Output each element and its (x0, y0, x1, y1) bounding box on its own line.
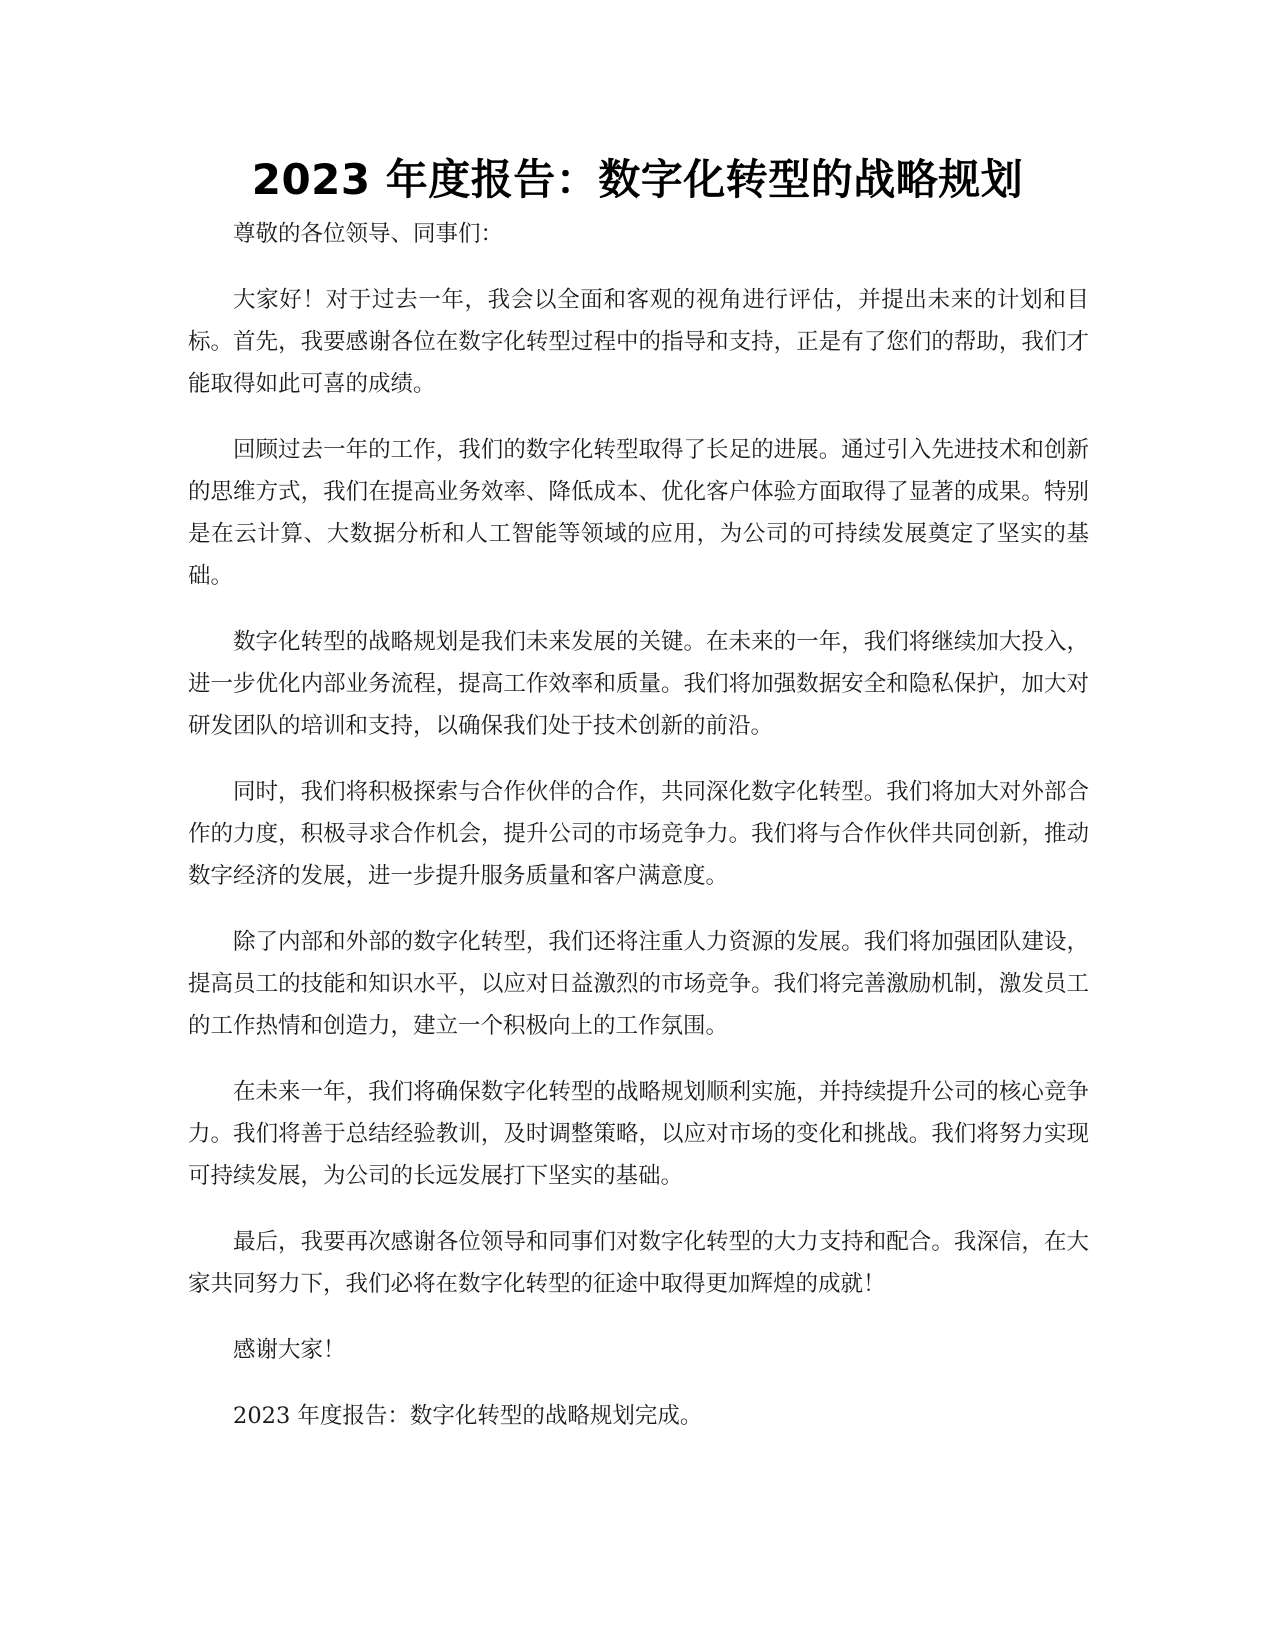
review-paragraph: 回顾过去一年的工作，我们的数字化转型取得了长足的进展。通过引入先进技术和创新的思维方式，我们在提高业务效率、降低成本、优化客户体验方面取得了显著的成果。特别是在云计算、大数据分析和人工智能等领域的应用，为公司的可持续发展奠定了坚实的基础。 (188, 437, 1089, 589)
outlook-paragraph: 在未来一年，我们将确保数字化转型的战略规划顺利实施，并持续提升公司的核心竞争力。我们将善于总结经验教训，及时调整策略，以应对市场的变化和挑战。我们将努力实现可持续发展，为公司的长远发展打下坚实的基础。 (188, 1079, 1089, 1189)
document-body (188, 213, 1089, 1461)
hr-paragraph: 除了内部和外部的数字化转型，我们还将注重人力资源的发展。我们将加强团队建设，提高员工的技能和知识水平，以应对日益激烈的市场竞争。我们将完善激励机制，激发员工的工作热情和创造力，建立一个积极向上的工作氛围。 (188, 929, 1089, 1039)
closing-paragraph: 最后，我要再次感谢各位领导和同事们对数字化转型的大力支持和配合。我深信，在大家共同努力下，我们必将在数字化转型的征途中取得更加辉煌的成就！ (188, 1229, 1089, 1297)
thanks-paragraph: 感谢大家！ (233, 1337, 346, 1363)
salutation-paragraph: 尊敬的各位领导、同事们： (233, 221, 504, 247)
strategy-paragraph: 数字化转型的战略规划是我们未来发展的关键。在未来的一年，我们将继续加大投入，进一步优化内部业务流程，提高工作效率和质量。我们将加强数据安全和隐私保护，加大对研发团队的培训和支持，以确保我们处于技术创新的前沿。 (188, 629, 1089, 739)
greeting-paragraph: 大家好！对于过去一年，我会以全面和客观的视角进行评估，并提出未来的计划和目标。首先，我要感谢各位在数字化转型过程中的指导和支持，正是有了您们的帮助，我们才能取得如此可喜的成绩。 (188, 287, 1089, 397)
partnership-paragraph: 同时，我们将积极探索与合作伙伴的合作，共同深化数字化转型。我们将加大对外部合作的力度，积极寻求合作机会，提升公司的市场竞争力。我们将与合作伙伴共同创新，推动数字经济的发展，进一步提升服务质量和客户满意度。 (188, 779, 1089, 889)
end-note-paragraph: 2023 年度报告：数字化转型的战略规划完成。 (233, 1403, 703, 1429)
document-title: 2023 年度报告：数字化转型的战略规划 (251, 155, 1024, 204)
